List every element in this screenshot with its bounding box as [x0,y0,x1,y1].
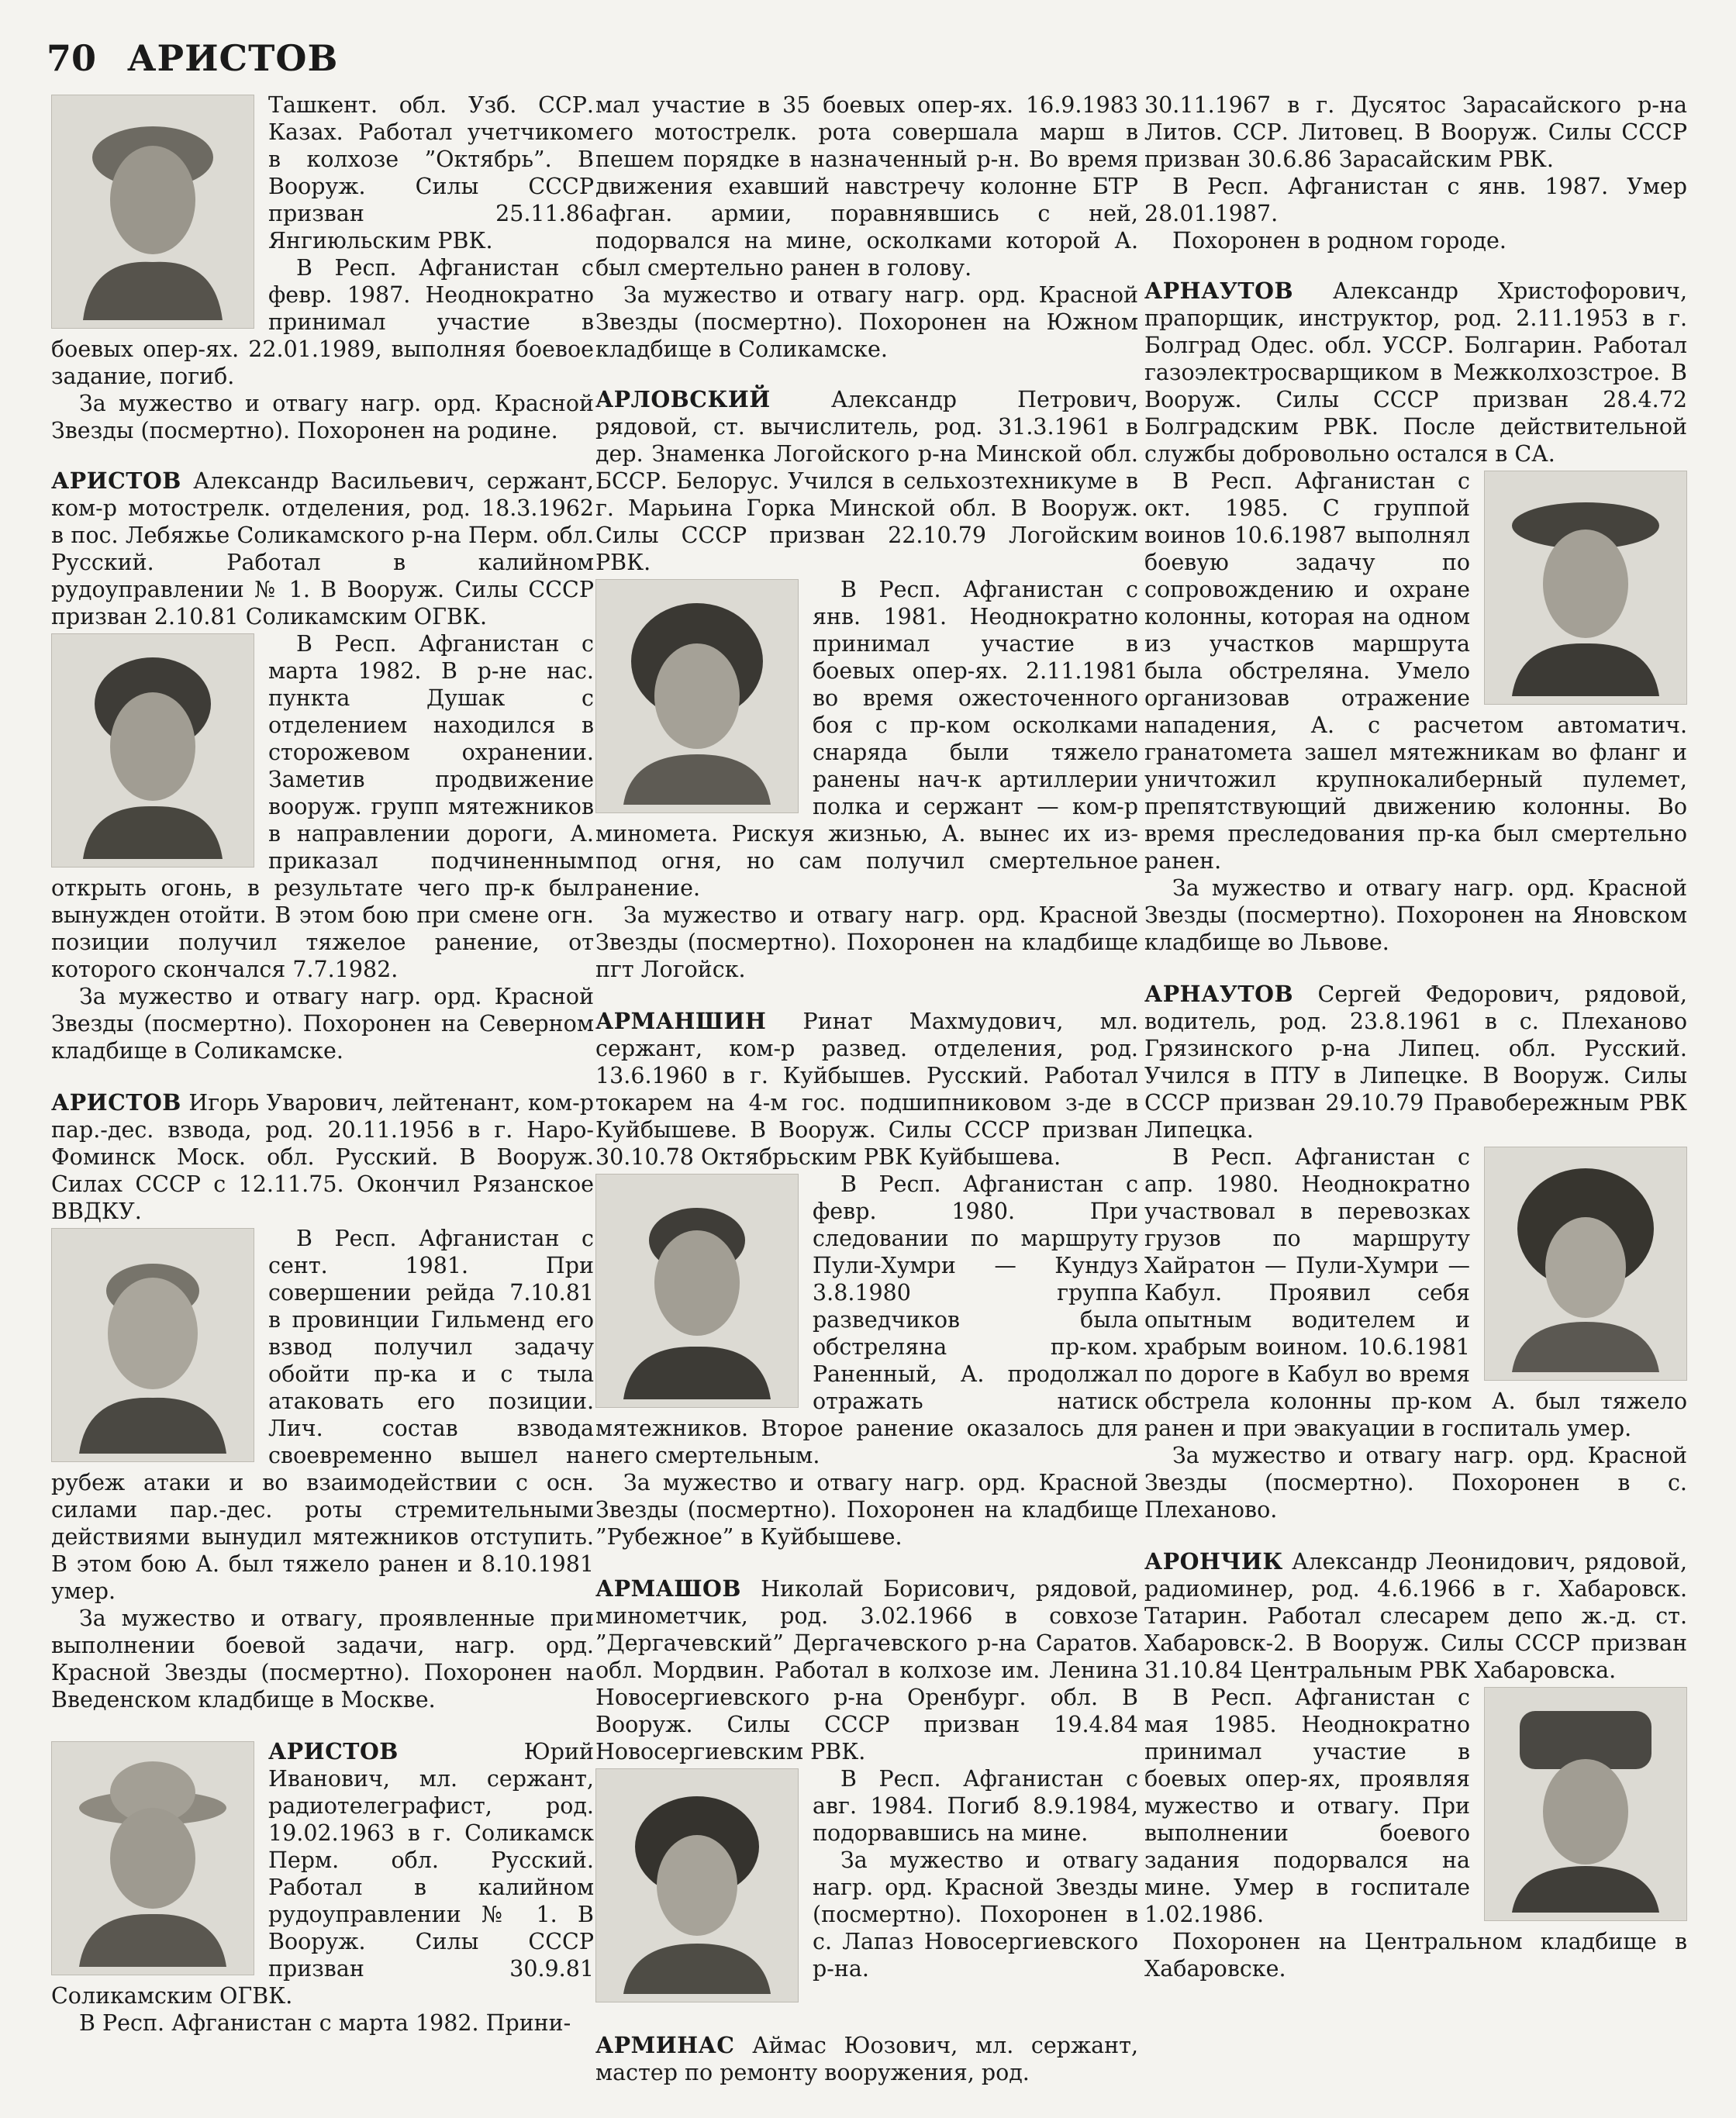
biography-entry [1144,278,1687,956]
biography-entry [595,2032,1138,2086]
entry-lead [51,467,594,630]
entry-intro: Николай Борисович, рядовой, минометчик, род. 3.02.1966 в совхозе ”Дергачевский” Дергачевского р-на Саратов. обл. Мордвин. Работал в колхозе им. Ленина Новосергиевского р-на Оренбург. обл. В Вооруж. Силы СССР призван 19.4.84 Новосергиевским РВК. [595,1576,1138,1764]
portrait-icon [1500,1155,1671,1372]
entry-surname: АРЛОВСКИЙ [595,386,771,412]
paragraph: За мужество и отвагу нагр. орд. Красной Звезды (посмертно). Похоронен на Южном кладбище в Соликамске. [595,282,1138,362]
paragraph: В Респ. Афганистан с янв. 1987. Умер 28.01.1987. [1144,174,1687,226]
paragraph: 30.11.1967 в г. Дусятос Зарасайского р-на Литов. ССР. Литовец. В Вооруж. Силы СССР призван 30.6.86 Зарасайским РВК. [1144,92,1687,172]
entry-surname: АРНАУТОВ [1144,278,1294,304]
entry-lead [595,2032,1138,2086]
biography-entry [595,1008,1138,1551]
page-header [47,37,338,84]
portrait-icon [1500,479,1671,696]
paragraph: В Респ. Афганистан с апр. 1980. Неоднократно участвовал в перевозках грузов по маршруту Хайратон — Пули-Хумри — Кабул. Проявил себя опытным водителем и храбрым воином. 10.6.1981 по дороге в Кабул во время обстрела колонны пр-ком А. был тяжело ранен и при эвакуации в госпиталь умер. [1144,1144,1687,1441]
entry-surname: АРИСТОВ [268,1738,399,1764]
paragraph: В Респ. Афганистан с авг. 1984. Погиб 8.9.1984, подорвавшись на мине. [813,1766,1138,1846]
paragraph: За мужество и отвагу нагр. орд. Красной Звезды (посмертно). Похоронен в с. Плеханово. [1144,1443,1687,1523]
entry-lead [1144,278,1687,467]
portrait-icon [1500,1695,1671,1913]
entry-intro: Александр Петрович, рядовой, ст. вычислитель, род. 31.3.1961 в дер. Знаменка Логойского р-на Минской обл. БССР. Белорус. Учился в сельхозтехникуме в г. Марьина Горка Минской обл. В Вооруж. Силы СССР призван 22.10.79 Логойским РВК. [595,387,1138,575]
portrait-photo [51,1741,254,1975]
entry-continuation [595,91,1138,363]
biography-entry [51,1738,594,2037]
paragraph: За мужество и отвагу, проявленные при выполнении боевой задачи, нагр. орд. Красной Звезды (посмертно). Похоронен на Введенском кладбище в Москве. [51,1606,594,1713]
portrait-icon [612,1777,782,1994]
entry-surname: АРМАНШИН [595,1008,767,1034]
entry-intro: Александр Васильевич, сержант, ком-р мотострелк. отделения, род. 18.3.1962 в пос. Лебяжье Соликамского р-на Перм. обл. Русский. Работал в калийном рудоуправлении № 1. В Вооруж. Силы СССР призван 2.10.81 Соликамским ОГВК. [51,468,594,630]
paragraph: Похоронен в родном городе. [1172,228,1506,254]
portrait-icon [67,1750,238,1967]
paragraph: В Респ. Афганистан с мая 1985. Неоднократно принимал участие в боевых опер-ях, проявляя мужество и отвагу. При выполнении боевого задания подорвался на мине. Умер в госпитале 1.02.1986. [1144,1685,1470,1927]
entry-surname: АРОНЧИК [1144,1548,1283,1575]
entry-intro: Александр Христофорович, прапорщик, инструктор, род. 2.11.1953 в г. Болград Одес. обл. УССР. Болгарин. Работал газоэлектросварщиком в Межколхозстрое. В Вооруж. Силы СССР призван 28.4.72 Болградским РВК. После действительной службы добровольно остался в СА. [1144,278,1687,467]
portrait-photo [1484,1147,1687,1381]
biography-entry [595,1575,1138,2007]
portrait-photo [595,1768,799,2002]
portrait-photo [1484,1687,1687,1921]
paragraph: За мужество и отвагу нагр. орд. Красной Звезды (посмертно). Похоронен на родине. [51,391,594,443]
entry-lead [51,1089,594,1225]
portrait-icon [67,1237,238,1454]
entry-lead [595,1575,1138,1765]
portrait-photo [1484,471,1687,705]
biography-entry [51,1089,594,1713]
paragraph: В Респ. Афганистан с сент. 1981. При совершении рейда 7.10.81 в провинции Гильменд его взвод получил задачу обойти пр-ка и с тыла атаковать его позиции. Лич. состав взвода своевременно вышел на рубеж атаки и во взаимодействии с осн. силами пар.-дес. роты стремительными действиями вынудил мятежников отступить. В этом бою А. был тяжело ранен и 8.10.1981 умер. [51,1226,594,1604]
portrait-photo [595,579,799,813]
biography-entry [1144,1548,1687,1982]
entry-intro: Аймас Юозович, мл. сержант, мастер по ремонту вооружения, род. [595,2033,1138,2085]
biography-entry [51,467,594,1064]
entry-lead [595,386,1138,576]
entry-continuation [51,91,594,444]
paragraph: В Респ. Афганистан с янв. 1981. Неоднократно принимал участие в боевых опер-ях. 2.11.1981 во время ожесточенного боя с пр-ком осколками снаряда были тяжело ранены нач-к артиллерии полка и сержант — ком-р миномета. Рискуя жизнью, А. вынес их из-под огня, но сам получил смертельное ранение. [595,577,1138,901]
column-1 [51,91,594,2061]
paragraph: Ташкент. обл. Узб. ССР. Казах. Работал учетчиком в колхозе ”Октябрь”. В Вооруж. Силы СССР призван 25.11.86 Янгиюльским РВК. [268,92,594,254]
portrait-icon [67,103,238,320]
running-head: АРИСТОВ [127,37,339,79]
entry-intro: Юрий Иванович, мл. сержант, радиотелеграфист, род. 19.02.1963 в г. Соликамск Перм. обл. Русский. Работал в калийном рудоуправлении № 1. В Вооруж. Силы СССР призван 30.9.81 Соликамским ОГВК. [51,1739,594,2009]
paragraph: В Респ. Афганистан с марта 1982. В р-не нас. пункта Душак с отделением находился в сторожевом охранении. Заметив продвижение вооруж. групп мятежников в направлении дороги, А. приказал подчиненным открыть огонь, в результате чего пр-к был вынужден отойти. В этом бою при смене огн. позиции получил тяжелое ранение, от которого скончался 7.7.1982. [51,631,594,982]
entry-intro: Игорь Уварович, лейтенант, ком-р пар.-дес. взвода, род. 20.11.1956 в г. Наро-Фоминск Моск. обл. Русский. В Вооруж. Силах СССР с 12.11.75. Окончил Рязанское ВВДКУ. [51,1090,594,1224]
entry-surname: АРМАШОВ [595,1575,741,1602]
paragraph: За мужество и отвагу нагр. орд. Красной Звезды (посмертно). Похоронен на Северном кладбище в Соликамске. [51,984,594,1064]
portrait-photo [51,1228,254,1462]
entry-intro: Сергей Федорович, рядовой, водитель, род. 23.8.1961 в с. Плеханово Грязинского р-на Липец. обл. Русский. Учился в ПТУ в Липецке. В Вооруж. Силы СССР призван 29.10.79 Правобережным РВК Липецка. [1144,981,1687,1143]
entry-surname: АРМИНАС [595,2032,735,2058]
biography-entry [595,386,1138,983]
entry-lead [595,1008,1138,1171]
portrait-photo [51,95,254,329]
entry-lead [1144,981,1687,1144]
portrait-icon [67,642,238,859]
paragraph: В Респ. Афганистан с февр. 1980. При следовании по маршруту Пули-Хумри — Кундуз 3.8.1980 группа разведчиков была обстреляна пр-ком. Раненный, А. продолжал отражать натиск мятежников. Второе ранение оказалось для него смертельным. [595,1171,1138,1468]
entry-lead [1144,1548,1687,1684]
paragraph: За мужество и отвагу нагр. орд. Красной Звезды (посмертно). Похоронен на Яновском кладбище во Львове. [1144,875,1687,955]
paragraph: В Респ. Афганистан с марта 1982. Прини- [79,2010,571,2036]
column-2 [595,91,1138,2111]
paragraph: За мужество и отвагу нагр. орд. Красной Звезды (посмертно). Похоронен в с. Лапаз Новосергиевского р-на. [813,1847,1138,1982]
paragraph: За мужество и отвагу нагр. орд. Красной Звезды (посмертно). Похоронен на кладбище ”Рубежное” в Куйбышеве. [595,1470,1138,1550]
portrait-icon [612,588,782,805]
entry-intro: Александр Леонидович, рядовой, радиоминер, род. 4.6.1966 в г. Хабаровск. Татарин. Работал слесарем депо ж.-д. ст. Хабаровск-2. В Вооруж. Силы СССР призван 31.10.84 Центральным РВК Хабаровска. [1144,1549,1687,1683]
portrait-photo [51,633,254,868]
paragraph: За мужество и отвагу нагр. орд. Красной Звезды (посмертно). Похоронен на кладбище пгт Логойск. [595,902,1138,982]
paragraph: В Респ. Афганистан с окт. 1985. С группой воинов 10.6.1987 выполнял боевую задачу по сопровождению и охране колонны, которая на одном из участков маршрута была обстреляна. Умело организовав отражение нападения, А. с расчетом автоматич. гранатомета зашел мятежникам во фланг и уничтожил крупнокалиберный пулемет, препятствующий движению колонны. Во время преследования пр-ка был смертельно ранен. [1144,468,1687,874]
paragraph: мал участие в 35 боевых опер-ях. 16.9.1983 его мотострелк. рота совершала марш в пешем порядке в назначенный р-н. Во время движения ехавший навстречу колонне БТР афган. армии, поравнявшись с ней, подорвался на мине, осколками которой А. был смертельно ранен в голову. [595,92,1138,281]
entry-surname: АРИСТОВ [51,1089,181,1116]
paragraph: Похоронен на Центральном кладбище в Хабаровске. [1144,1929,1687,1982]
entry-intro: Ринат Махмудович, мл. сержант, ком-р развед. отделения, род. 13.6.1960 в г. Куйбышев. Русский. Работал токарем на 4-м гос. подшипниковом з-де в Куйбышеве. В Вооруж. Силы СССР призван 30.10.78 Октябрьским РВК Куйбышева. [595,1009,1138,1170]
entry-surname: АРИСТОВ [51,467,181,494]
entry-continuation [1144,91,1687,254]
portrait-icon [612,1182,782,1399]
entry-surname: АРНАУТОВ [1144,981,1294,1007]
page-number: 70 [47,37,97,79]
column-3 [1144,91,1687,2007]
portrait-photo [595,1174,799,1408]
paragraph: В Респ. Афганистан с февр. 1987. Неоднократно принимал участие в боевых опер-ях. 22.01.1989, выполняя боевое задание, погиб. [51,255,594,389]
biography-entry [1144,981,1687,1523]
